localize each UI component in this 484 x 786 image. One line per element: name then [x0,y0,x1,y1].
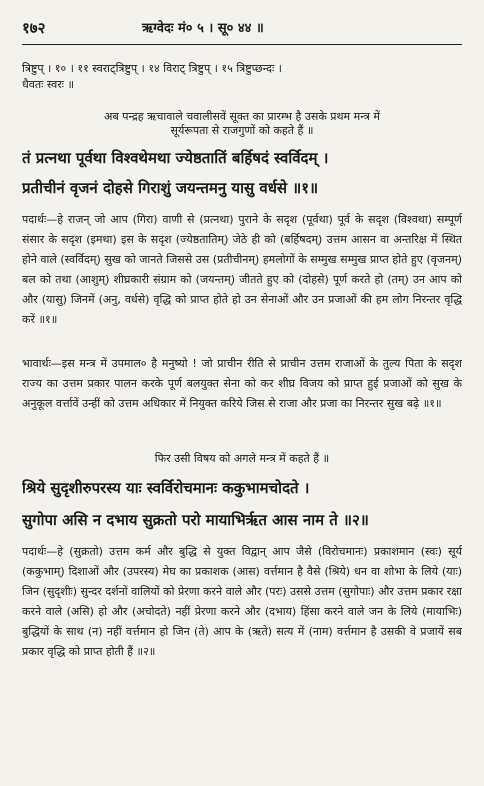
metre-line-1: त्रिष्टुप् । १० । ११ स्वराट्त्रिष्टुप् । १४ विराट् त्रिष्टुप् । १५ त्रिष्टुप्छन्दः । [22,62,282,75]
padartha-1: पदार्थः—हे राजन् जो आप (गिरा) वाणी से (प्रत्नथा) पुराने के सदृश (पूर्वथा) पूर्व के सदृश (विश्वथा) सम्पूर्ण संसार के सदृश (इमथा) इस के सदृश (ज्येष्ठतातिम्) जेठे ही को (बर्हिषदम्) उत्तम आसन वा अन्तरिक्ष में स्थित होने वाले (स्वर्विदम्) सुख को जानते जिससे उस (प्रतीचीनम्) हमलोगों के सम्मुख सम्मुख प्राप्त होते हुए (वृजनम्) बल को तथा (आशुम्) शीघ्रकारी संग्राम को (जयन्तम्) जीतते हुए को (दोहसे) पूर्ण करते हो (तम्) उन आप को और (यासु) जिनमें (अनु, वर्धसे) वृद्धि को प्राप्त होते हो उन सेनाओं और उन प्रजाओं की हम लोग निरन्तर वृद्धि करें ॥१॥ [22,213,462,326]
intro-line-2: सूर्यरूपता से राजगुणों को कहते हैं ॥ [170,124,314,137]
mantra-1-line-1: तं प्रत्नथा पूर्वथा विश्वथेमथा ज्येष्ठतातिं बर्हिषदं स्वर्विदम् । [22,149,329,167]
mantra-2-line-1: श्रिये सुदृशीरुपरस्य याः स्वर्विरोचमानः ककुभामचोदते । [22,479,310,497]
running-head: ऋग्वेदः मं० ५ । सू० ४४ ॥ [142,21,264,36]
intro-line-1: अब पन्द्रह ऋचावाले चवालीसवें सूक्त का प्रारम्भ है उसके प्रथम मन्त्र में [104,110,380,123]
header [22,18,462,42]
mantra-1-line-2: प्रतीचीनं वृजनं दोहसे गिराशुं जयन्तमनु यासु वर्धसे ॥१॥ [22,179,319,197]
header-rule [22,44,462,45]
metre-line-2: धैवतः स्वरः ॥ [22,78,75,91]
intro-2: फिर उसी विषय को अगले मन्त्र में कहते हैं ॥ [154,452,330,465]
padartha-2: पदार्थः—हे (सुक्रतो) उत्तम कर्म और बुद्धि से युक्त विद्वान् आप जैसे (विरोचमानः) प्रकाशमान (स्वः) सूर्य (ककुभाम्) दिशाओं और (उपरस्य) मेघ का प्रकाशक (आस) वर्त्तमान है वैसे (श्रिये) धन वा शोभा के लिये (याः) जिन (सुदृशीः) सुन्दर दर्शनों वालियों को प्रेरणा करने वाले और (परः) उससे उत्तम (सुगोपाः) और उत्तम प्रकार रक्षा करने वाले (असि) हो और (अचोदते) नहीं प्रेरणा करने और (दभाय) हिंसा करने वाले जन के लिये (मायाभिः) बुद्धियों के साथ (न) नहीं वर्त्तमान हो जिन (ते) आप के (ऋते) सत्य में (नाम) वर्त्तमान है उसकी वे प्रजायें सब प्रकार वृद्धि को प्राप्त होती हैं ॥२॥ [22,545,462,658]
mantra-2-line-2: सुगोपा असि न दभाय सुक्रतो परो मायाभिर्ऋत आस नाम ते ॥२॥ [22,511,369,529]
page-number: १७२ [22,19,46,37]
bhavartha-1: भावार्थः—इस मन्त्र में उपमाल० है मनुष्यो ! जो प्राचीन रीति से प्राचीन उत्तम राजाओं के तुल्य पिता के सदृश राज्य का उत्तम प्रकार पालन करके पूर्ण बलयुक्त सेना को कर शीघ्र विजय को प्राप्त हुई प्रजाओं को सुख के अनुकूल वर्त्तावें उन्हीं को उत्तम अधिकार में नियुक्त करिये जिस से राजा और प्रजा का निरन्तर सुख बढ़े ॥१॥ [22,357,462,410]
